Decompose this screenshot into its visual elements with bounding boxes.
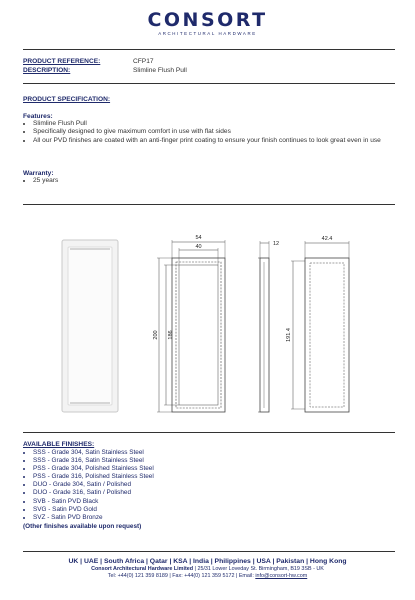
finishes-section [23,449,154,531]
finishes-list [23,449,154,522]
finish-item: • DUO - Grade 304, Satin / Polished [33,481,154,489]
dim-depth: 12 [272,241,280,247]
description-value: Slimline Flush Pull [133,67,187,74]
feature-item: • Slimline Flush Pull [33,120,395,128]
reference-value: CFP17 [133,58,154,65]
finish-item: • DUO - Grade 316, Satin / Polished [33,489,154,497]
feature-item: • Specifically designed to give maximum comfort in use with flat sides [33,128,395,136]
logo-word: CONSORT [147,9,268,31]
finish-item: • SSS - Grade 304, Satin Stainless Steel [33,449,154,457]
dim-inner-height: 186 [168,330,174,340]
footer-countries: UK | UAE | South Africa | Qatar | KSA | India | Philippines | USA | Pakistan | Hong Kong [68,558,347,565]
side-view [258,241,269,412]
footer-company: Consort Architectural Hardware Limited [91,566,194,572]
finish-item: • PSS - Grade 316, Polished Stainless Steel [33,473,154,481]
divider-footer [23,551,395,552]
dim-side-width: 42.4 [321,236,333,242]
footer-email-link[interactable]: info@consort-hw.com [255,573,308,579]
footer-address-text: | 25/31 Lower Loveday St. Birmingham, B19 3SB - UK [193,566,324,572]
dim-outer-width: 54 [195,235,202,241]
finish-item: • SVZ - Satin PVD Bronze [33,514,154,522]
front-view [157,240,225,412]
features-heading: Features: [23,113,53,120]
spec-heading: PRODUCT SPECIFICATION: [23,96,111,103]
finish-item: • SVB - Satin PVD Black [33,498,154,506]
feature-item: • All our PVD finishes are coated with an anti-finger print coating to ensure your finish continues to look great even in use [33,137,395,145]
dim-inner-width: 40 [195,244,202,250]
footer-address [0,566,415,572]
finish-item: • PSS - Grade 304, Polished Stainless Steel [33,465,154,473]
footer-contact [0,573,415,579]
dim-side-height: 191.4 [286,328,292,342]
divider-drawing [23,432,395,433]
warranty-item: • 25 years [33,177,395,185]
finish-item: • SVG - Satin PVD Gold [33,506,154,514]
finish-item: • SSS - Grade 316, Satin Stainless Steel [33,457,154,465]
description-label: DESCRIPTION: [23,67,71,74]
finishes-heading: AVAILABLE FINISHES: [23,441,95,448]
footer-contact-text: Tel: +44(0) 121 359 8189 | Fax: +44(0) 121 359 5172 | Email: [107,573,256,579]
logo-subtitle: ARCHITECTURAL HARDWARE [158,31,257,36]
back-view [291,241,349,412]
product-photo [62,240,118,412]
warranty-heading: Warranty: [23,170,54,177]
reference-label: PRODUCT REFERENCE: [23,58,101,65]
finishes-note: (Other finishes available upon request) [23,522,142,530]
footer [0,558,415,579]
dim-outer-height: 200 [153,330,159,340]
